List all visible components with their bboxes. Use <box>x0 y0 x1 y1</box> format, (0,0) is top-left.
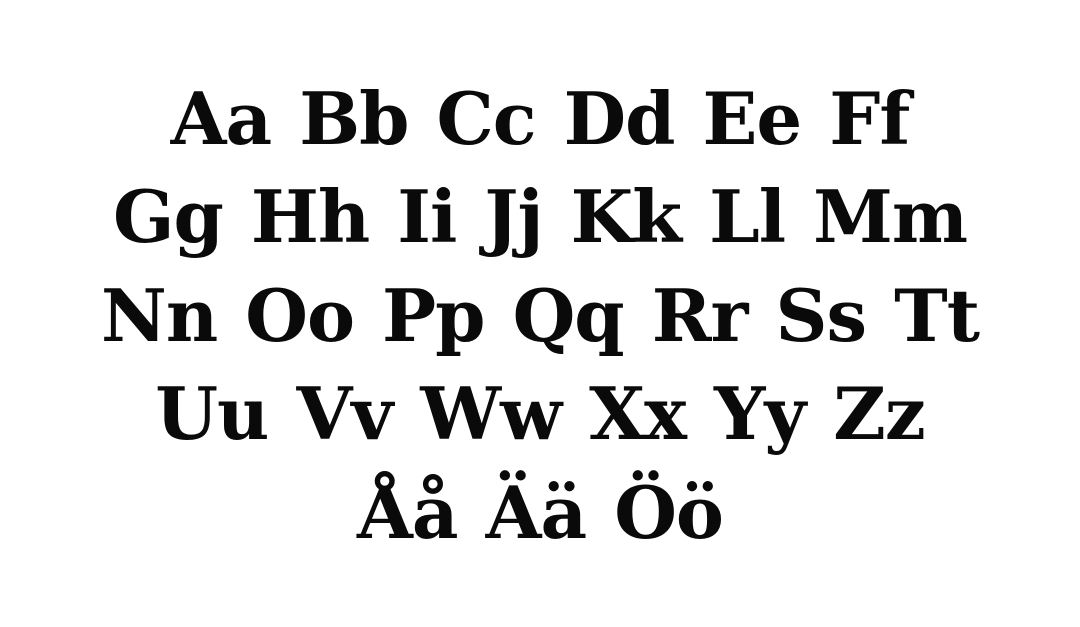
specimen-row-n-t: Nn Oo Pp Qq Rr Ss Tt <box>101 273 979 358</box>
specimen-row-diacritics: Åå Ää Öö <box>357 470 723 555</box>
specimen-row-a-f: Aa Bb Cc Dd Ee Ff <box>170 76 910 161</box>
specimen-row-u-z: Uu Vv Ww Xx Yy Zz <box>155 371 925 456</box>
specimen-row-g-m: Gg Hh Ii Jj Kk Ll Mm <box>112 174 968 259</box>
